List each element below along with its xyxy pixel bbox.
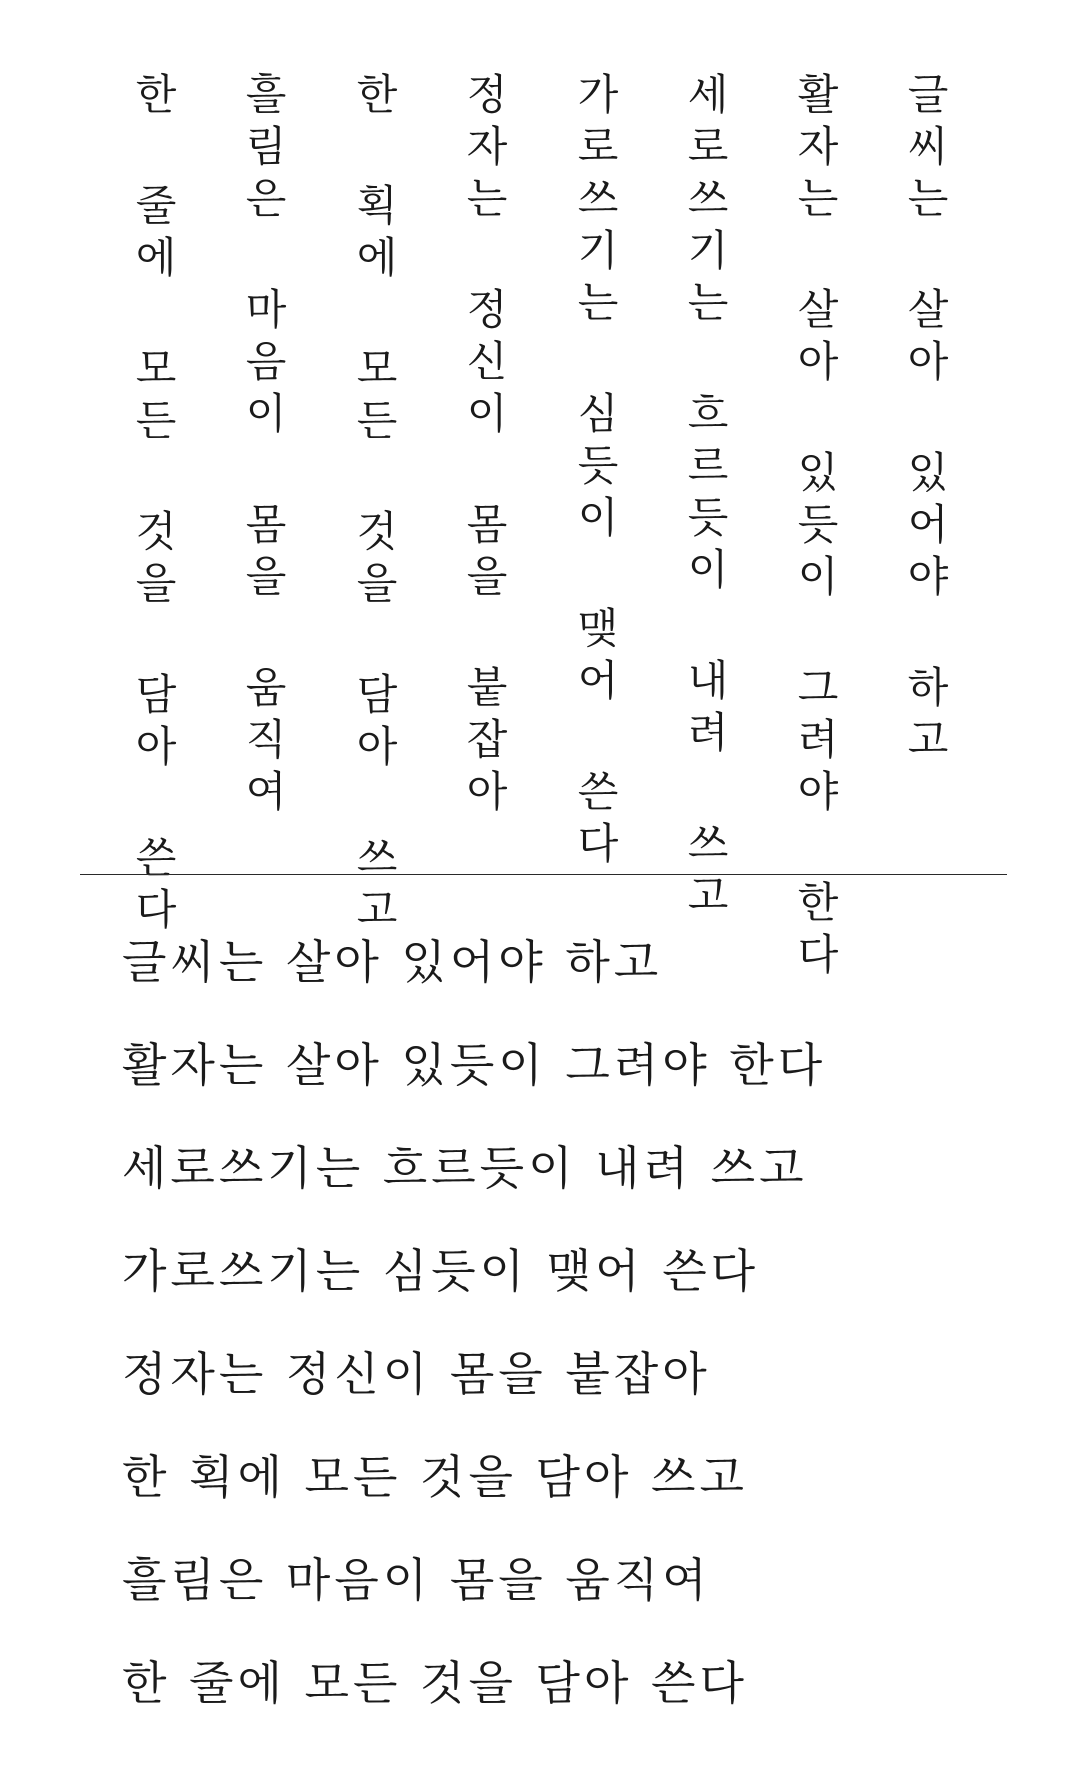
vertical-line-1: 글씨는 살아 있어야 하고 [901,72,950,769]
horizontal-line-5: 정자는 정신이 몸을 붙잡아 [122,1347,711,1401]
vertical-line-7: 흘림은 마음이 몸을 움직여 [239,72,288,821]
vertical-line-4: 가로쓰기는 심듯이 맺어 쓴다 [571,72,620,873]
horizontal-line-7: 흘림은 마음이 몸을 움직여 [122,1553,711,1607]
horizontal-line-6: 한 획에 모든 것을 담아 쓰고 [122,1450,748,1504]
vertical-line-5: 정자는 정신이 몸을 붙잡아 [460,72,509,821]
section-divider [80,874,1007,875]
vertical-line-6: 한 획에 모든 것을 담아 쓰고 [350,72,399,939]
horizontal-line-4: 가로쓰기는 심듯이 맺어 쓴다 [122,1244,760,1298]
vertical-line-8: 한 줄에 모든 것을 담아 쓴다 [129,72,178,939]
vertical-line-2: 활자는 살아 있듯이 그려야 한다 [791,72,840,984]
horizontal-line-8: 한 줄에 모든 것을 담아 쓴다 [122,1656,748,1710]
horizontal-line-2: 활자는 살아 있듯이 그려야 한다 [122,1038,827,1092]
vertical-line-3: 세로쓰기는 흐르듯이 내려 쓰고 [681,72,730,925]
horizontal-line-1: 글씨는 살아 있어야 하고 [122,935,663,989]
horizontal-line-3: 세로쓰기는 흐르듯이 내려 쓰고 [122,1141,808,1195]
